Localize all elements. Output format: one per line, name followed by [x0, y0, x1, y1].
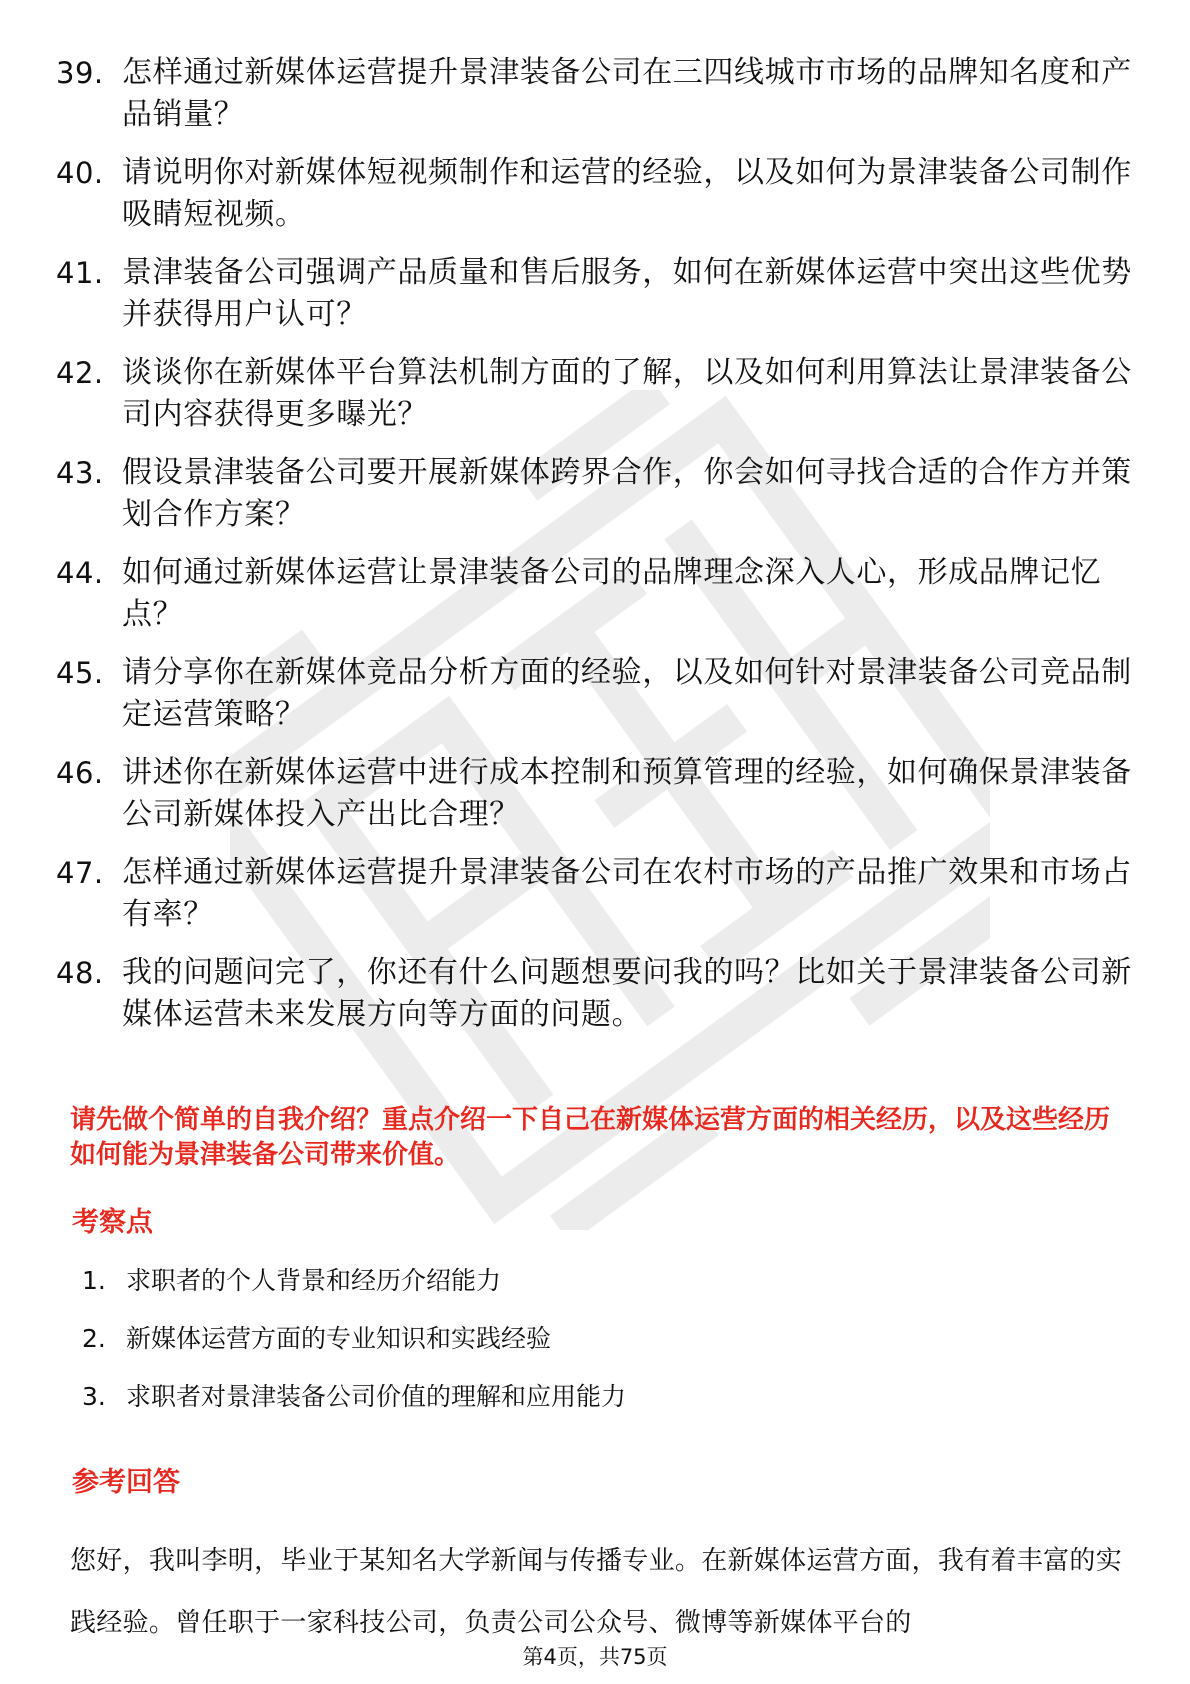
question-item	[56, 652, 1136, 736]
question-item	[56, 952, 1136, 1036]
question-item	[56, 752, 1136, 836]
question-number: 43.	[56, 456, 104, 490]
question-number: 48.	[56, 956, 104, 990]
page-footer: 第4页，共75页	[0, 1642, 1190, 1672]
question-number: 39.	[56, 56, 104, 90]
question-item	[56, 352, 1136, 436]
question-number: 47.	[56, 856, 104, 890]
question-item	[56, 852, 1136, 936]
point-number: 2.	[82, 1324, 106, 1353]
assessment-points-list	[82, 1264, 626, 1438]
question-number: 44.	[56, 556, 104, 590]
question-text: 谈谈你在新媒体平台算法机制方面的了解，以及如何利用算法让景津装备公司内容获得更多曝光？	[122, 355, 1132, 432]
question-list	[56, 52, 1136, 1052]
question-text: 讲述你在新媒体运营中进行成本控制和预算管理的经验，如何确保景津装备公司新媒体投入产出比合理？	[122, 755, 1132, 832]
question-item	[56, 452, 1136, 536]
question-number: 40.	[56, 156, 104, 190]
question-number: 41.	[56, 256, 104, 290]
point-text: 求职者的个人背景和经历介绍能力	[126, 1266, 502, 1295]
point-text: 新媒体运营方面的专业知识和实践经验	[126, 1324, 552, 1353]
reference-answer-text: 您好，我叫李明，毕业于某知名大学新闻与传播专业。在新媒体运营方面，我有着丰富的实践经验。曾任职于一家科技公司，负责公司公众号、微博等新媒体平台的	[70, 1546, 1123, 1638]
question-text: 怎样通过新媒体运营提升景津装备公司在农村市场的产品推广效果和市场占有率？	[122, 855, 1132, 932]
question-item	[56, 252, 1136, 336]
question-text: 我的问题问完了，你还有什么问题想要问我的吗？比如关于景津装备公司新媒体运营未来发展方向等方面的问题。	[122, 955, 1132, 1032]
question-text: 如何通过新媒体运营让景津装备公司的品牌理念深入人心，形成品牌记忆点？	[122, 555, 1102, 632]
question-item	[56, 52, 1136, 136]
question-number: 42.	[56, 356, 104, 390]
assessment-point	[82, 1264, 626, 1298]
question-text: 景津装备公司强调产品质量和售后服务，如何在新媒体运营中突出这些优势并获得用户认可？	[122, 255, 1132, 332]
question-item	[56, 552, 1136, 636]
point-number: 1.	[82, 1266, 106, 1295]
question-number: 46.	[56, 756, 104, 790]
question-text: 请分享你在新媒体竞品分析方面的经验，以及如何针对景津装备公司竞品制定运营策略？	[122, 655, 1132, 732]
question-item	[56, 152, 1136, 236]
point-number: 3.	[82, 1382, 106, 1411]
reference-answer-title: 参考回答	[72, 1467, 180, 1498]
assessment-title: 考察点	[72, 1207, 153, 1238]
question-number: 45.	[56, 656, 104, 690]
assessment-point	[82, 1380, 626, 1414]
assessment-point	[82, 1322, 626, 1356]
question-text: 请说明你对新媒体短视频制作和运营的经验，以及如何为景津装备公司制作吸睛短视频。	[122, 155, 1132, 232]
question-text: 假设景津装备公司要开展新媒体跨界合作，你会如何寻找合适的合作方并策划合作方案？	[122, 455, 1132, 532]
question-text: 怎样通过新媒体运营提升景津装备公司在三四线城市市场的品牌知名度和产品销量？	[122, 55, 1132, 132]
point-text: 求职者对景津装备公司价值的理解和应用能力	[126, 1382, 627, 1411]
highlighted-question: 请先做个简单的自我介绍？重点介绍一下自己在新媒体运营方面的相关经历，以及这些经历如何能为景津装备公司带来价值。	[70, 1105, 1111, 1170]
